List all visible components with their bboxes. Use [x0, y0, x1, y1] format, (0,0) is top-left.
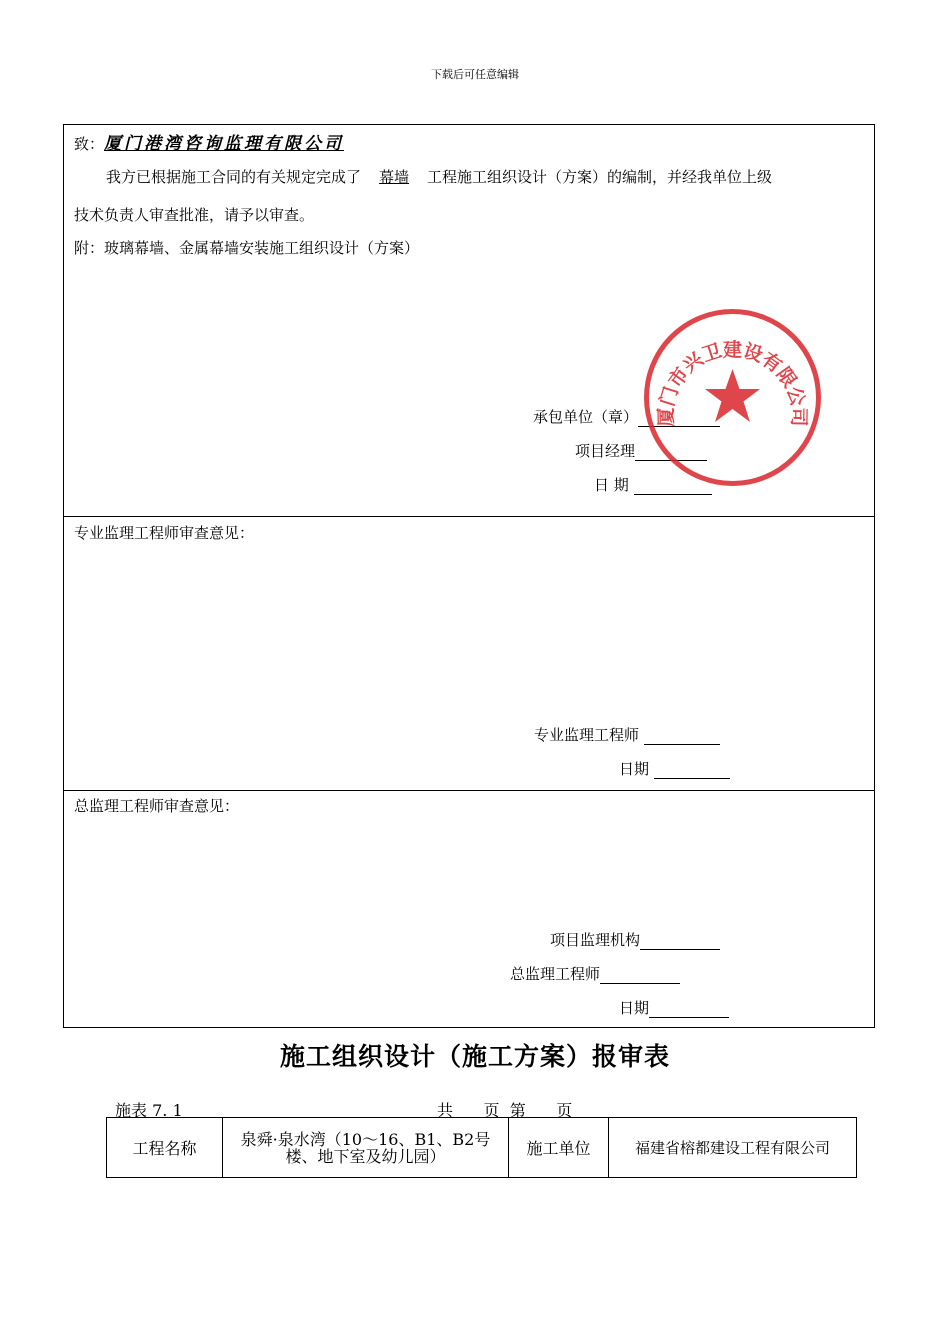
body-before: 我方已根据施工合同的有关规定完成了: [106, 168, 362, 186]
contractor-value: 福建省榕都建设工程有限公司: [609, 1118, 857, 1178]
seal-lettering: 厦门市兴卫建设有限公司: [655, 338, 810, 427]
chief-label: 总监理工程师: [510, 965, 601, 983]
to-company: 厦门港湾咨询监理有限公司: [104, 134, 345, 154]
chief-date-label: 日期: [619, 999, 650, 1017]
header-note: 下载后可任意编辑: [431, 68, 519, 81]
project-info-table: [106, 1117, 857, 1178]
body-line-2: 技术负责人审查批准，请予以审查。: [74, 206, 315, 224]
body-after: 工程施工组织设计（方案）的编制，并经我单位上级: [427, 168, 773, 186]
date-label: 日 期: [594, 476, 629, 494]
project-item: 幕墙: [379, 168, 410, 186]
section-divider: [64, 516, 874, 517]
engineer-date-row: [619, 758, 730, 779]
engineer-label: 专业监理工程师: [534, 726, 640, 744]
project-name-value: 泉舜·泉水湾（10～16、B1、B2号楼、地下室及幼儿园）: [223, 1118, 509, 1178]
engineer-review-heading: 专业监理工程师审查意见：: [74, 524, 255, 542]
section-divider: [64, 790, 874, 791]
chief-sign-row: [510, 963, 680, 984]
attachment-line: 附：玻璃幕墙、金属幕墙安装施工组织设计（方案）: [74, 239, 420, 257]
project-name-label: 工程名称: [107, 1118, 223, 1178]
chief-signature-line[interactable]: [600, 969, 680, 984]
company-seal-stamp: [640, 305, 825, 490]
engineer-date-line[interactable]: [654, 764, 730, 779]
chief-review-heading: 总监理工程师审查意见：: [74, 797, 240, 815]
engineer-signature-line[interactable]: [644, 730, 720, 745]
approval-form-box: [63, 124, 875, 1028]
form-title: 施工组织设计（施工方案）报审表: [279, 1042, 670, 1071]
form-number: 施表 7. 1: [115, 1101, 183, 1120]
org-signature-line[interactable]: [640, 935, 720, 950]
table-row: [107, 1118, 857, 1178]
engineer-sign-row: [534, 724, 720, 745]
chief-date-row: [619, 997, 729, 1018]
org-sign-row: [550, 929, 720, 950]
manager-label: 项目经理: [575, 442, 636, 460]
seal-star-icon: [705, 369, 760, 422]
org-label: 项目监理机构: [550, 931, 641, 949]
contractor-label: 施工单位: [509, 1118, 609, 1178]
chief-date-line[interactable]: [649, 1003, 729, 1018]
engineer-date-label: 日期: [619, 760, 650, 778]
contractor-label: 承包单位（章）: [533, 408, 639, 426]
page-count: 共 页 第 页: [437, 1101, 573, 1120]
to-line: [74, 129, 344, 154]
body-line-1: [106, 166, 772, 187]
to-label: 致：: [74, 135, 105, 153]
